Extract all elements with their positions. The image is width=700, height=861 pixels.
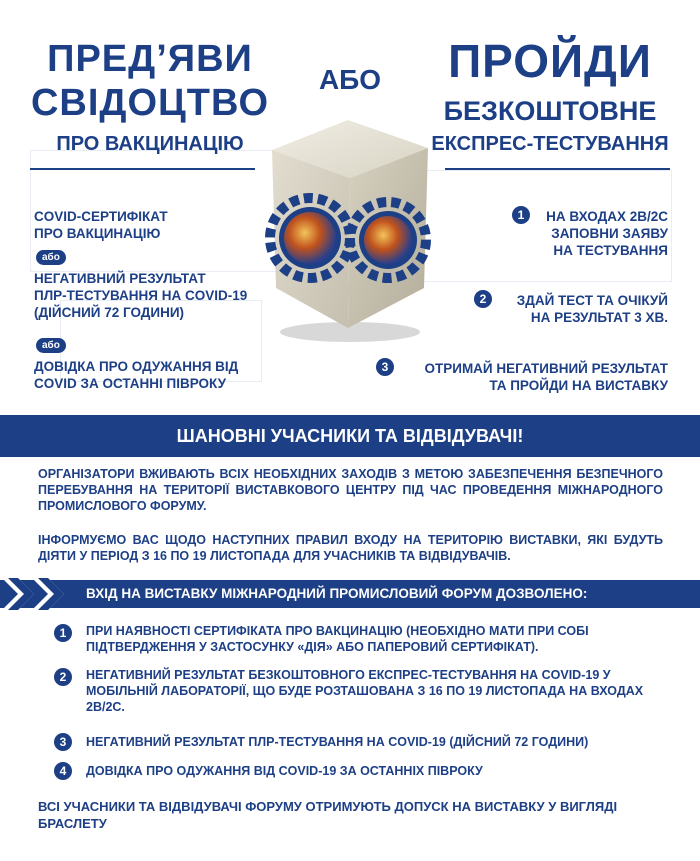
rule-3-number: 3	[54, 733, 72, 751]
organizers-paragraph: ОРГАНІЗАТОРИ ВЖИВАЮТЬ ВСІХ НЕОБХІДНИХ ЗАХОДІВ З МЕТОЮ ЗАБЕЗПЕЧЕННЯ БЕЗПЕЧНОГО ПЕРЕБУВАННЯ НА ТЕРИТОРІЇ ВИСТАВКОВОГО ЦЕНТРУ ПІД ЧАС ПРОВЕДЕННЯ МІЖНАРОДНОГО ПРОМИСЛОВОГО ФОРУМУ.	[38, 467, 663, 513]
step-3-number: 3	[376, 358, 394, 376]
left-option-recovery: ДОВІДКА ПРО ОДУЖАННЯ ВІД COVID ЗА ОСТАННІ ПІВРОКУ	[34, 359, 239, 391]
connector-or: АБО	[318, 64, 382, 95]
rule-4-text: ДОВІДКА ПРО ОДУЖАННЯ ВІД COVID-19 ЗА ОСТАННІХ ПІВРОКУ	[86, 764, 483, 778]
right-heading-line1: ПРОЙДИ	[448, 35, 652, 87]
right-heading-line2: БЕЗКОШТОВНЕ	[443, 96, 657, 126]
left-heading-line2: СВІДОЦТВО	[30, 82, 270, 124]
rule-2-number: 2	[54, 668, 72, 686]
step-1-number: 1	[512, 206, 530, 224]
bracelet-footer: ВСІ УЧАСНИКИ ТА ВІДВІДУВАЧІ ФОРУМУ ОТРИМУЮТЬ ДОПУСК НА ВИСТАВКУ У ВИГЛЯДІ БРАСЛЕТУ	[38, 799, 618, 831]
or-pill: або	[36, 250, 66, 265]
left-heading-underline	[30, 168, 255, 170]
rule-1-number: 1	[54, 624, 72, 642]
right-heading-line3: ЕКСПРЕС-ТЕСТУВАННЯ	[431, 133, 669, 155]
step-2-number: 2	[474, 290, 492, 308]
step-3-text: ОТРИМАЙ НЕГАТИВНИЙ РЕЗУЛЬТАТ ТА ПРОЙДИ НА ВИСТАВКУ	[424, 361, 668, 393]
or-pill: або	[36, 338, 66, 353]
right-heading-underline	[445, 168, 670, 170]
rule-4-number: 4	[54, 762, 72, 780]
rule-1-text: ПРИ НАЯВНОСТІ СЕРТИФІКАТА ПРО ВАКЦИНАЦІЮ (НЕОБХІДНО МАТИ ПРИ СОБІ ПІДТВЕРДЖЕННЯ У ЗАСТОСУНКУ «ДІЯ» АБО ПАПЕРОВИЙ СЕРТИФІКАТ).	[86, 624, 589, 654]
left-option-certificate: COVID-СЕРТИФІКАТ ПРО ВАКЦИНАЦІЮ	[34, 209, 168, 241]
rule-2-text: НЕГАТИВНИЙ РЕЗУЛЬТАТ БЕЗКОШТОВНОГО ЕКСПРЕС-ТЕСТУВАННЯ НА COVID-19 У МОБІЛЬНІЙ ЛАБОРАТОРІЇ, ЩО БУДЕ РОЗТАШОВАНА З 16 ПО 19 ЛИСТОПАДА НА ВХОДАХ 2В/2С.	[86, 668, 644, 714]
greeting-banner: ШАНОВНІ УЧАСНИКИ ТА ВІДВІДУВАЧІ!	[0, 415, 700, 457]
rule-3-text: НЕГАТИВНИЙ РЕЗУЛЬТАТ ПЛР-ТЕСТУВАННЯ НА COVID-19 (ДІЙСНИЙ 72 ГОДИНИ)	[86, 735, 589, 749]
entry-banner-text: ВХІД НА ВИСТАВКУ МІЖНАРОДНИЙ ПРОМИСЛОВИЙ ФОРУМ ДОЗВОЛЕНО:	[86, 586, 588, 601]
left-heading-line1: ПРЕД’ЯВИ	[47, 38, 253, 80]
left-option-pcr: НЕГАТИВНИЙ РЕЗУЛЬТАТ ПЛР-ТЕСТУВАННЯ НА COVID-19 (ДІЙСНИЙ 72 ГОДИНИ)	[34, 271, 248, 320]
left-heading-line3: ПРО ВАКЦИНАЦІЮ	[56, 133, 244, 155]
step-2-text: ЗДАЙ ТЕСТ ТА ОЧІКУЙ НА РЕЗУЛЬТАТ 3 ХВ.	[516, 293, 668, 325]
chevron-arrows-icon	[0, 576, 90, 612]
step-1-text: НА ВХОДАХ 2В/2С ЗАПОВНИ ЗАЯВУ НА ТЕСТУВАННЯ	[546, 209, 668, 258]
rules-intro-paragraph: ІНФОРМУЄМО ВАС ЩОДО НАСТУПНИХ ПРАВИЛ ВХОДУ НА ТЕРИТОРІЮ ВИСТАВКИ, ЯКІ БУДУТЬ ДІЯТИ У ПЕРІОД З 16 ПО 19 ЛИСТОПАДА ДЛЯ УЧАСНИКІВ ТА ВІДВІДУВАЧІВ.	[38, 533, 663, 563]
